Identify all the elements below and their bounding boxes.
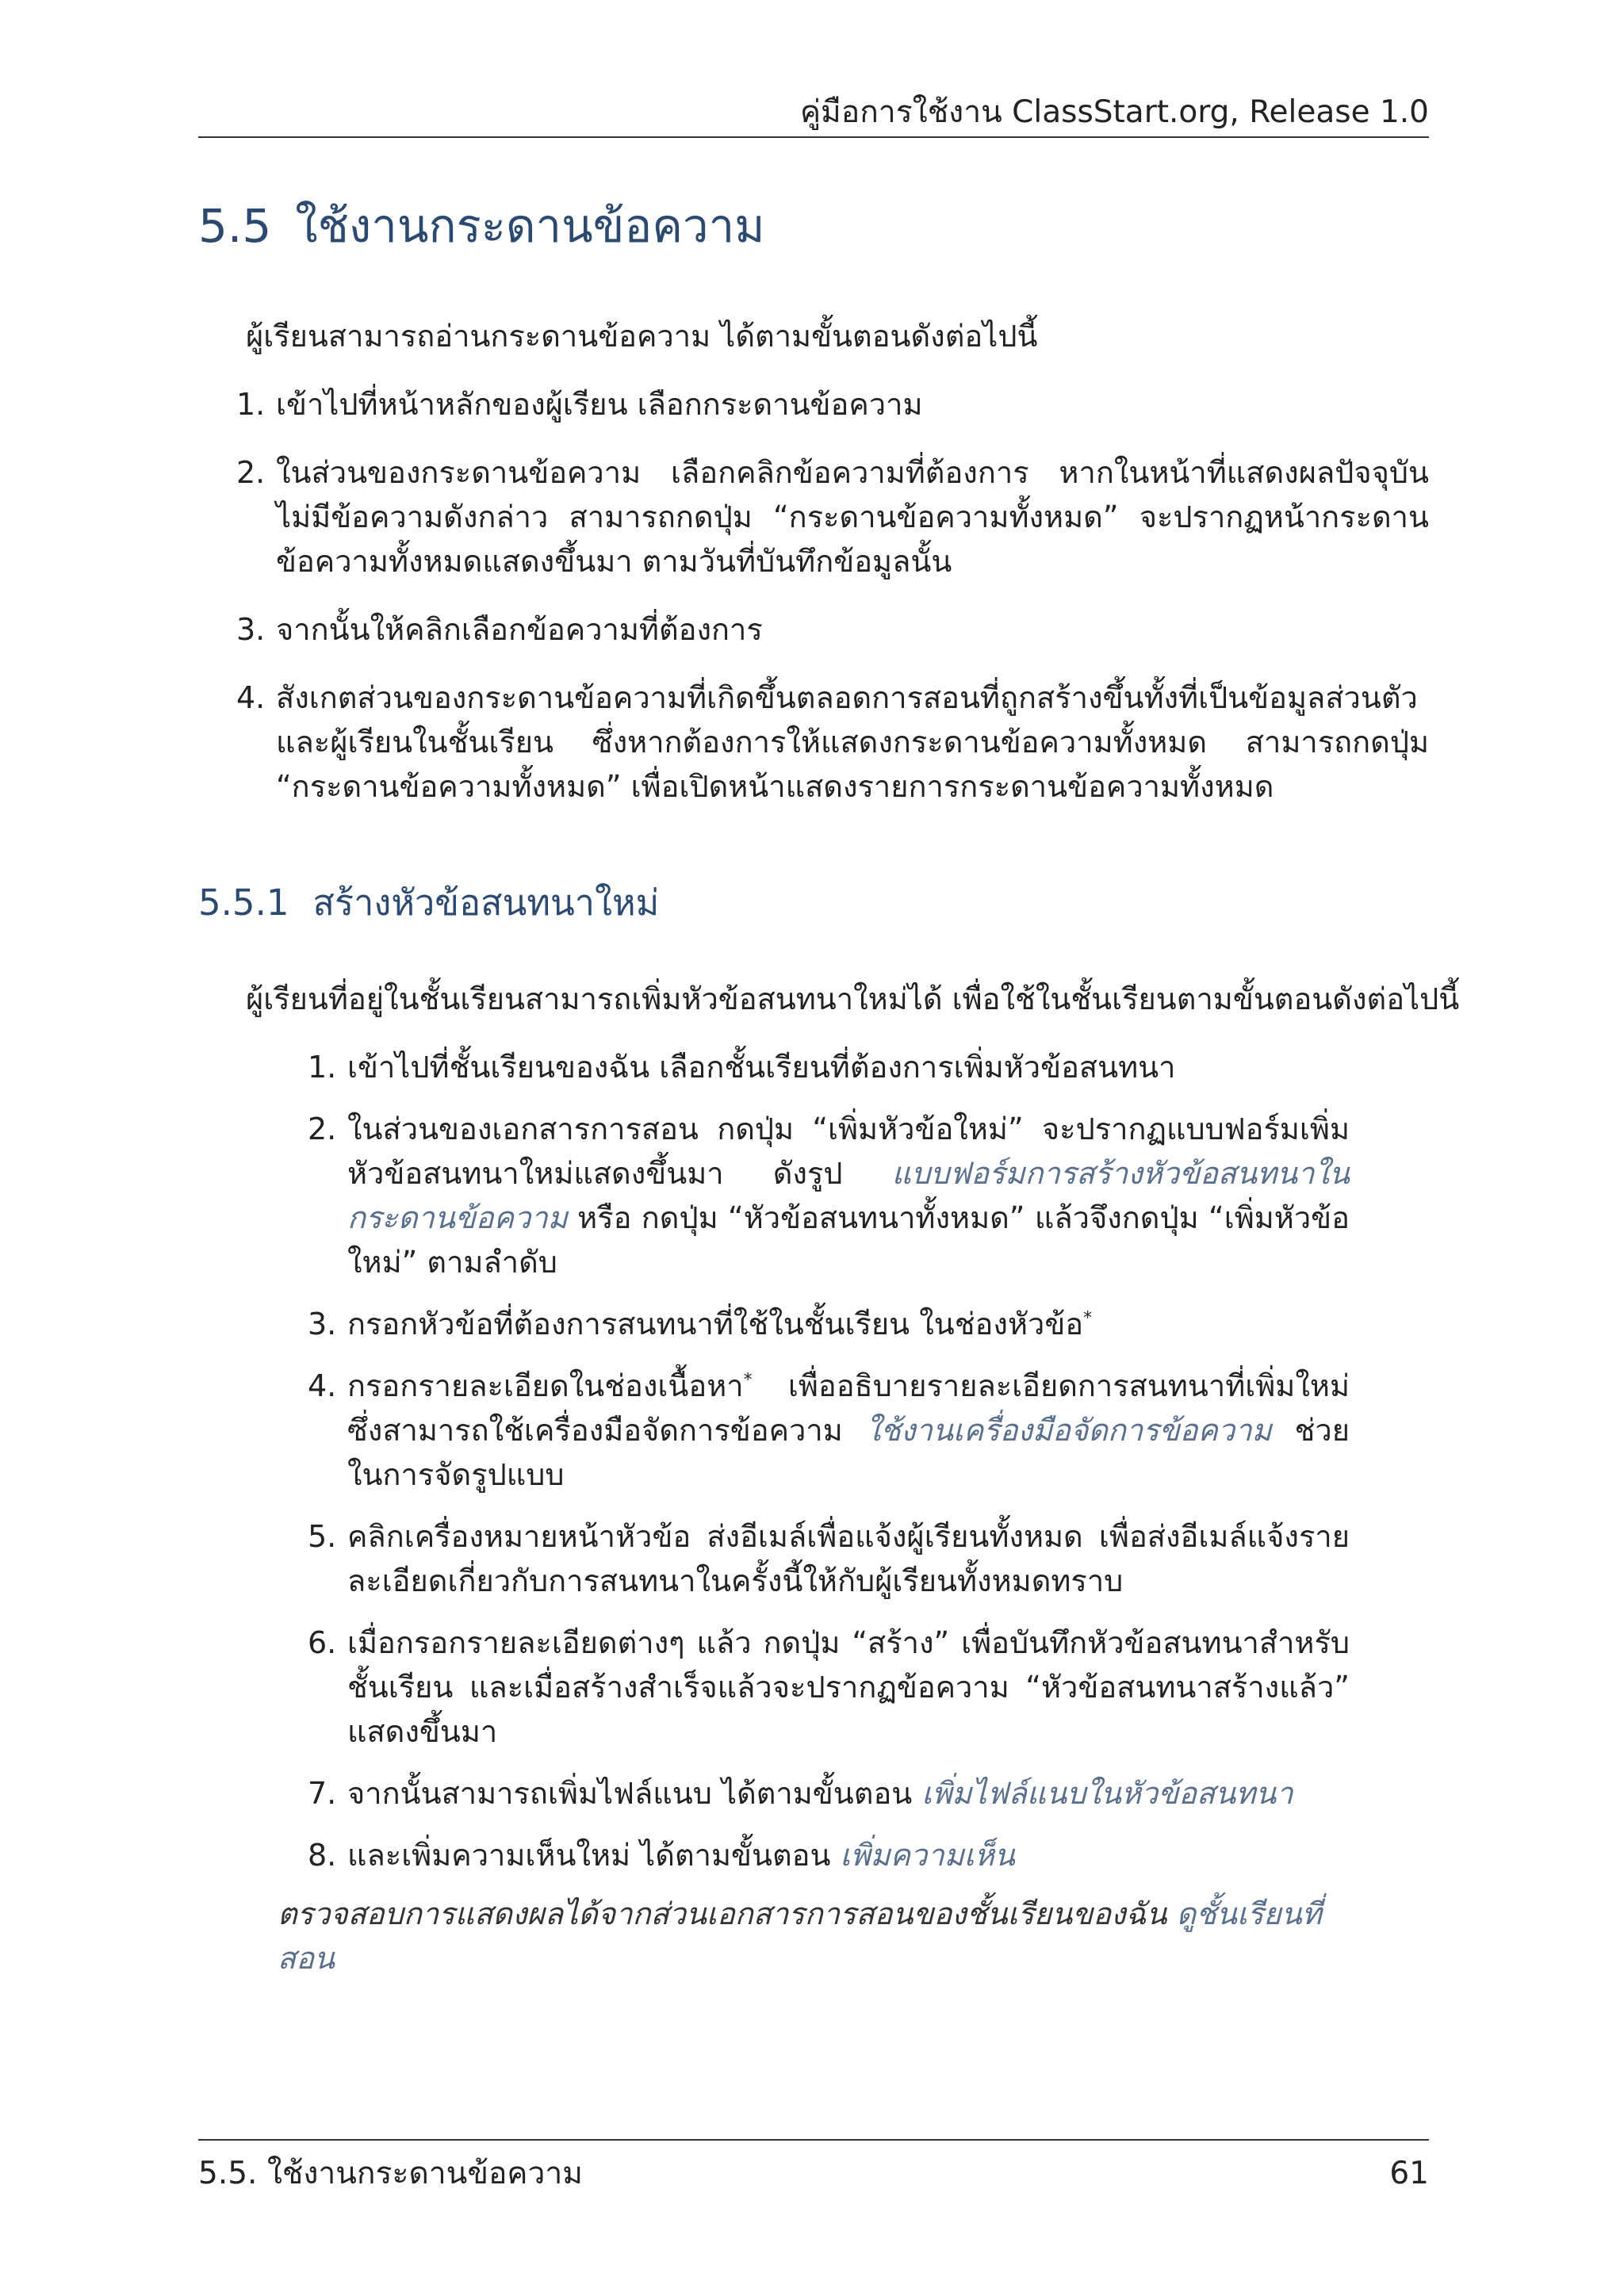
required-asterisk: * [1083,1308,1093,1329]
step-text: คลิกเครื่องหมายหน้าหัวข้อ ส่งอีเมล์เพื่อแจ้งผู้เรียนทั้งหมด เพื่อส่งอีเมล์แจ้งรายละเอียดเกี่ยวกับการสนทนาในครั้งนี้ให้กับผู้เรียนทั้งหมดทราบ [347,1519,1350,1598]
step-text: เข้าไปที่ชั้นเรียนของฉัน เลือกชั้นเรียนที่ต้องการเพิ่มหัวข้อสนทนา [347,1050,1176,1085]
section-heading [198,189,764,262]
step-text: เพื่ออธิบายรายละเอียดการสนทนาที่เพิ่มใหม่ ซึ่งสามารถใช้เครื่องมือจัดการข้อความ [347,1368,1350,1448]
step-number: 1. [308,1050,337,1085]
footer-section-ref: 5.5. ใช้งานกระดานข้อความ [198,2156,584,2191]
page-footer [198,2139,1429,2196]
list-item [236,450,1429,584]
list-item [308,1045,1350,1089]
section-steps [236,382,1429,809]
step-number: 4. [236,680,266,715]
step-number: 3. [236,612,266,647]
step-text: ในส่วนของกระดานข้อความ เลือกคลิกข้อความที่ต้องการ หากในหน้าที่แสดงผลปัจจุบันไม่มีข้อความดังกล่าว สามารถกดปุ่ม “กระดานข้อความทั้งหมด” จะปรากฏหน้ากระดานข้อความทั้งหมดแสดงขึ้นมา ตามวันที่บันทึกข้อมูลนั้น [276,455,1429,579]
list-item [308,1833,1350,1877]
list-item [236,382,1429,427]
step-text: เข้าไปที่หน้าหลักของผู้เรียน เลือกกระดานข้อความ [276,387,923,422]
section-number: 5.5 [198,199,272,253]
step-text: หรือ กดปุ่ม “หัวข้อสนทนาทั้งหมด” แล้วจึงกดปุ่ม “เพิ่มหัวข้อใหม่” ตามลำดับ [347,1200,1350,1280]
closing-text: ตรวจสอบการแสดงผลได้จากส่วนเอกสารการสอนของชั้นเรียนของฉัน [278,1896,1167,1931]
step-text: จากนั้นให้คลิกเลือกข้อความที่ต้องการ [276,612,763,647]
subsection-number: 5.5.1 [198,882,289,924]
step-number: 4. [308,1368,337,1403]
list-item [308,1302,1350,1346]
list-item [236,607,1429,652]
step-text: ในส่วนของเอกสารการสอน กดปุ่ม “เพิ่มหัวข้อใหม่” จะปรากฏแบบฟอร์มเพิ่มหัวข้อสนทนาใหม่แสดงขึ้นมา ดังรูป [347,1112,1350,1191]
figure-link[interactable]: แบบฟอร์มการสร้างหัวข้อสนทนาในกระดานข้อความ [347,1156,1350,1235]
step-text: เมื่อกรอกรายละเอียดต่างๆ แล้ว กดปุ่ม “สร้าง” เพื่อบันทึกหัวข้อสนทนาสำหรับชั้นเรียน และเมื่อสร้างสำเร็จแล้วจะปรากฏข้อความ “หัวข้อสนทนาสร้างแล้ว” แสดงขึ้นมา [347,1625,1350,1749]
section-intro: ผู้เรียนสามารถอ่านกระดานข้อความ ได้ตามขั้นตอนดังต่อไปนี้ [246,319,1038,354]
attach-file-link[interactable]: เพิ่มไฟล์แนบในหัวข้อสนทนา [921,1776,1293,1811]
step-number: 8. [308,1838,337,1873]
step-number: 2. [308,1112,337,1146]
subsection-steps [308,1045,1350,1877]
step-number: 5. [308,1519,337,1554]
step-text: ช่วยในการจัดรูปแบบ [347,1413,1350,1492]
step-number: 1. [236,387,266,422]
closing-note [278,1892,1350,1980]
section-title: ใช้งานกระดานข้อความ [295,199,765,253]
list-item [236,675,1429,809]
editor-tools-link[interactable]: ใช้งานเครื่องมือจัดการข้อความ [865,1413,1272,1448]
step-number: 7. [308,1776,337,1811]
add-comment-link[interactable]: เพิ่มความเห็น [840,1838,1015,1873]
page-number: 61 [1389,2156,1429,2191]
step-text: กรอกรายละเอียดในช่องเนื้อหา [347,1368,744,1403]
running-header-title: คู่มือการใช้งาน ClassStart.org, Release 1.0 [799,94,1429,130]
list-item [308,1621,1350,1754]
list-item [308,1514,1350,1603]
step-text: กรอกหัวข้อที่ต้องการสนทนาที่ใช้ในชั้นเรียน ในช่องหัวข้อ [347,1307,1084,1341]
step-text: จากนั้นสามารถเพิ่มไฟล์แนบ ได้ตามขั้นตอน [347,1776,913,1811]
running-header [198,89,1429,138]
step-text: สังเกตส่วนของกระดานข้อความที่เกิดขึ้นตลอดการสอนที่ถูกสร้างขึ้นทั้งที่เป็นข้อมูลส่วนตัวและผู้เรียนในชั้นเรียน ซึ่งหากต้องการให้แสดงกระดานข้อความทั้งหมด สามารถกดปุ่ม “กระดานข้อความทั้งหมด” เพื่อเปิดหน้าแสดงรายการกระดานข้อความทั้งหมด [276,680,1429,804]
list-item [308,1107,1350,1284]
subsection-intro: ผู้เรียนที่อยู่ในชั้นเรียนสามารถเพิ่มหัวข้อสนทนาใหม่ได้ เพื่อใช้ในชั้นเรียนตามขั้นตอนดังต่อไปนี้ [246,982,1460,1016]
step-number: 3. [308,1307,337,1341]
list-item [308,1771,1350,1816]
step-number: 6. [308,1625,337,1660]
step-number: 2. [236,455,266,490]
step-text: และเพิ่มความเห็นใหม่ ได้ตามขั้นตอน [347,1838,831,1873]
list-item [308,1364,1350,1497]
view-classes-link[interactable]: ดูชั้นเรียนที่สอน [278,1896,1322,1976]
subsection-title: สร้างหัวข้อสนทนาใหม่ [312,882,660,924]
required-asterisk: * [743,1370,753,1391]
subsection-heading [198,874,659,931]
